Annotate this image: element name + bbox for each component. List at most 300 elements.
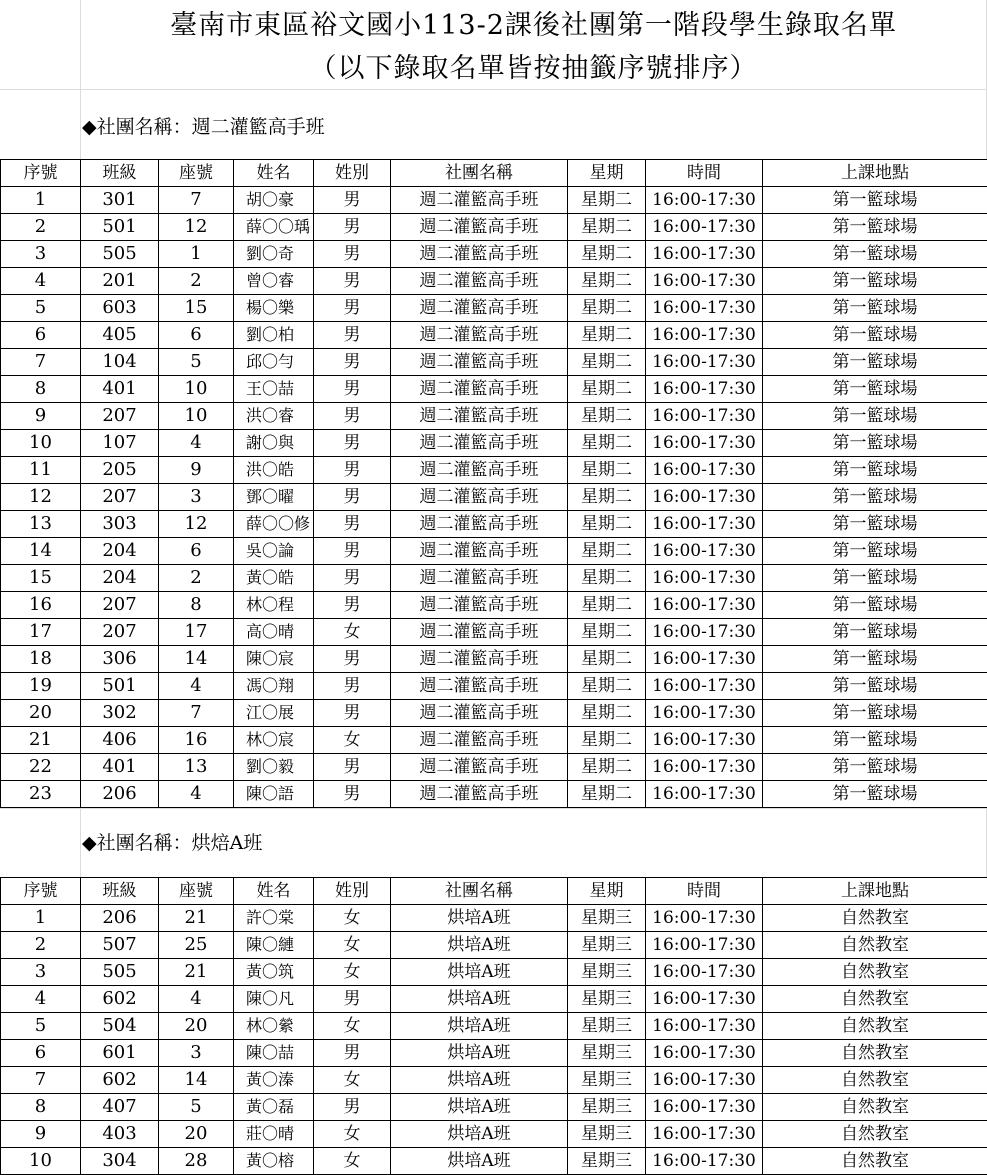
table-row — [1, 959, 987, 986]
cell-class: 602 — [81, 1067, 159, 1094]
cell-gender: 男 — [314, 241, 391, 268]
table-row — [1, 511, 987, 538]
cell-seq: 9 — [1, 1121, 81, 1148]
table-row — [1, 457, 987, 484]
cell-club: 烘培A班 — [391, 986, 568, 1013]
cell-location: 自然教室 — [763, 1121, 987, 1148]
cell-name: 劉〇奇 — [234, 241, 314, 268]
cell-class: 601 — [81, 1040, 159, 1067]
cell-time: 16:00-17:30 — [646, 592, 763, 619]
cell-club: 週二灌籃高手班 — [391, 511, 568, 538]
cell-seat: 4 — [159, 673, 234, 700]
cell-location: 第一籃球場 — [763, 781, 987, 808]
cell-seat: 12 — [159, 511, 234, 538]
cell-club: 週二灌籃高手班 — [391, 484, 568, 511]
cell-location: 第一籃球場 — [763, 700, 987, 727]
cell-seat: 14 — [159, 1067, 234, 1094]
cell-class: 207 — [81, 619, 159, 646]
column-header-seq: 序號 — [1, 160, 81, 187]
cell-location: 第一籃球場 — [763, 538, 987, 565]
cell-class: 301 — [81, 187, 159, 214]
cell-class: 207 — [81, 403, 159, 430]
cell-class: 205 — [81, 457, 159, 484]
cell-time: 16:00-17:30 — [646, 376, 763, 403]
cell-club: 週二灌籃高手班 — [391, 349, 568, 376]
cell-seq: 21 — [1, 727, 81, 754]
cell-seq: 10 — [1, 430, 81, 457]
column-header-gender: 姓別 — [314, 878, 391, 905]
cell-club: 烘培A班 — [391, 1094, 568, 1121]
cell-weekday: 星期二 — [568, 187, 646, 214]
cell-seq: 4 — [1, 986, 81, 1013]
cell-time: 16:00-17:30 — [646, 430, 763, 457]
table-row — [1, 781, 987, 808]
column-header-location: 上課地點 — [763, 160, 987, 187]
cell-time: 16:00-17:30 — [646, 781, 763, 808]
cell-location: 第一籃球場 — [763, 673, 987, 700]
cell-club: 週二灌籃高手班 — [391, 187, 568, 214]
cell-weekday: 星期二 — [568, 646, 646, 673]
cell-time: 16:00-17:30 — [646, 619, 763, 646]
cell-gender: 女 — [314, 1013, 391, 1040]
cell-location: 第一籃球場 — [763, 268, 987, 295]
cell-gender: 女 — [314, 959, 391, 986]
cell-class: 207 — [81, 484, 159, 511]
cell-class: 204 — [81, 565, 159, 592]
cell-seat: 10 — [159, 376, 234, 403]
cell-club: 週二灌籃高手班 — [391, 430, 568, 457]
cell-name: 黃〇筑 — [234, 959, 314, 986]
cell-gender: 男 — [314, 295, 391, 322]
cell-seq: 1 — [1, 187, 81, 214]
cell-location: 自然教室 — [763, 1148, 987, 1175]
column-header-weekday: 星期 — [568, 878, 646, 905]
cell-seat: 2 — [159, 565, 234, 592]
cell-name: 吳〇論 — [234, 538, 314, 565]
column-header-seq: 序號 — [1, 878, 81, 905]
cell-seq: 5 — [1, 295, 81, 322]
cell-weekday: 星期二 — [568, 214, 646, 241]
section-heading: ◆社團名稱：烘焙A班 — [82, 832, 263, 854]
header-row — [1, 160, 987, 187]
cell-seq: 3 — [1, 241, 81, 268]
cell-seq: 7 — [1, 1067, 81, 1094]
cell-seat: 6 — [159, 322, 234, 349]
cell-location: 第一籃球場 — [763, 592, 987, 619]
cell-name: 楊〇樂 — [234, 295, 314, 322]
table-row — [1, 1148, 987, 1175]
cell-club: 烘培A班 — [391, 932, 568, 959]
cell-club: 週二灌籃高手班 — [391, 457, 568, 484]
column-header-club: 社團名稱 — [391, 160, 568, 187]
cell-seq: 22 — [1, 754, 81, 781]
cell-name: 曾〇睿 — [234, 268, 314, 295]
table-row — [1, 754, 987, 781]
cell-location: 自然教室 — [763, 1040, 987, 1067]
cell-gender: 男 — [314, 349, 391, 376]
table-row — [1, 592, 987, 619]
cell-seat: 4 — [159, 781, 234, 808]
cell-club: 週二灌籃高手班 — [391, 538, 568, 565]
cell-class: 107 — [81, 430, 159, 457]
cell-weekday: 星期二 — [568, 727, 646, 754]
table-row — [1, 565, 987, 592]
cell-time: 16:00-17:30 — [646, 646, 763, 673]
cell-gender: 女 — [314, 932, 391, 959]
column-header-time: 時間 — [646, 160, 763, 187]
cell-seat: 4 — [159, 986, 234, 1013]
cell-seat: 5 — [159, 1094, 234, 1121]
cell-class: 206 — [81, 781, 159, 808]
cell-name: 劉〇柏 — [234, 322, 314, 349]
cell-club: 週二灌籃高手班 — [391, 268, 568, 295]
table-row — [1, 986, 987, 1013]
cell-class: 407 — [81, 1094, 159, 1121]
cell-seq: 14 — [1, 538, 81, 565]
column-header-class: 班級 — [81, 160, 159, 187]
cell-name: 洪〇皓 — [234, 457, 314, 484]
cell-location: 第一籃球場 — [763, 754, 987, 781]
cell-weekday: 星期三 — [568, 1067, 646, 1094]
cell-seat: 21 — [159, 905, 234, 932]
cell-time: 16:00-17:30 — [646, 457, 763, 484]
cell-name: 陳〇語 — [234, 781, 314, 808]
cell-name: 王〇喆 — [234, 376, 314, 403]
cell-seq: 10 — [1, 1148, 81, 1175]
cell-name: 胡〇豪 — [234, 187, 314, 214]
cell-location: 第一籃球場 — [763, 403, 987, 430]
cell-name: 江〇展 — [234, 700, 314, 727]
cell-weekday: 星期二 — [568, 484, 646, 511]
cell-class: 501 — [81, 673, 159, 700]
cell-seat: 10 — [159, 403, 234, 430]
cell-class: 401 — [81, 376, 159, 403]
cell-gender: 男 — [314, 1094, 391, 1121]
cell-weekday: 星期二 — [568, 538, 646, 565]
cell-time: 16:00-17:30 — [646, 1094, 763, 1121]
cell-weekday: 星期三 — [568, 932, 646, 959]
table-row — [1, 484, 987, 511]
cell-weekday: 星期二 — [568, 673, 646, 700]
cell-club: 週二灌籃高手班 — [391, 403, 568, 430]
cell-location: 自然教室 — [763, 1094, 987, 1121]
cell-seat: 12 — [159, 214, 234, 241]
cell-seq: 2 — [1, 932, 81, 959]
cell-seq: 3 — [1, 959, 81, 986]
table-row — [1, 1094, 987, 1121]
cell-class: 505 — [81, 241, 159, 268]
cell-name: 黃〇溱 — [234, 1067, 314, 1094]
cell-gender: 男 — [314, 403, 391, 430]
cell-weekday: 星期三 — [568, 1094, 646, 1121]
cell-class: 504 — [81, 1013, 159, 1040]
cell-gender: 男 — [314, 673, 391, 700]
table-row — [1, 187, 987, 214]
cell-club: 週二灌籃高手班 — [391, 565, 568, 592]
cell-seq: 8 — [1, 376, 81, 403]
cell-time: 16:00-17:30 — [646, 403, 763, 430]
cell-class: 206 — [81, 905, 159, 932]
cell-gender: 女 — [314, 727, 391, 754]
cell-time: 16:00-17:30 — [646, 484, 763, 511]
cell-weekday: 星期二 — [568, 457, 646, 484]
cell-club: 烘培A班 — [391, 1040, 568, 1067]
cell-class: 507 — [81, 932, 159, 959]
cell-weekday: 星期二 — [568, 592, 646, 619]
cell-name: 許〇棠 — [234, 905, 314, 932]
cell-club: 週二灌籃高手班 — [391, 214, 568, 241]
cell-time: 16:00-17:30 — [646, 727, 763, 754]
table-row — [1, 349, 987, 376]
cell-gender: 男 — [314, 187, 391, 214]
cell-class: 201 — [81, 268, 159, 295]
cell-gender: 男 — [314, 754, 391, 781]
cell-location: 第一籃球場 — [763, 727, 987, 754]
cell-seat: 20 — [159, 1013, 234, 1040]
column-header-time: 時間 — [646, 878, 763, 905]
cell-name: 高〇晴 — [234, 619, 314, 646]
cell-gender: 男 — [314, 268, 391, 295]
cell-gender: 男 — [314, 592, 391, 619]
cell-seat: 13 — [159, 754, 234, 781]
cell-club: 週二灌籃高手班 — [391, 322, 568, 349]
cell-location: 自然教室 — [763, 932, 987, 959]
cell-weekday: 星期三 — [568, 1013, 646, 1040]
table-row — [1, 700, 987, 727]
cell-time: 16:00-17:30 — [646, 1013, 763, 1040]
cell-class: 104 — [81, 349, 159, 376]
cell-weekday: 星期三 — [568, 1148, 646, 1175]
cell-seat: 4 — [159, 430, 234, 457]
cell-class: 306 — [81, 646, 159, 673]
cell-gender: 男 — [314, 781, 391, 808]
cell-seat: 14 — [159, 646, 234, 673]
cell-name: 鄧〇曜 — [234, 484, 314, 511]
page-title: 臺南市東區裕文國小113-2課後社團第一階段學生錄取名單 — [170, 10, 897, 41]
cell-weekday: 星期二 — [568, 241, 646, 268]
cell-seat: 2 — [159, 268, 234, 295]
cell-gender: 男 — [314, 538, 391, 565]
cell-weekday: 星期二 — [568, 565, 646, 592]
cell-location: 第一籃球場 — [763, 214, 987, 241]
cell-weekday: 星期三 — [568, 959, 646, 986]
cell-seat: 21 — [159, 959, 234, 986]
cell-weekday: 星期二 — [568, 754, 646, 781]
table-row — [1, 727, 987, 754]
cell-name: 薛〇〇修 — [234, 511, 314, 538]
cell-seq: 20 — [1, 700, 81, 727]
table-row — [1, 1121, 987, 1148]
table-row — [1, 673, 987, 700]
cell-gender: 男 — [314, 430, 391, 457]
cell-seat: 15 — [159, 295, 234, 322]
cell-club: 烘培A班 — [391, 1148, 568, 1175]
cell-seq: 6 — [1, 322, 81, 349]
cell-weekday: 星期三 — [568, 986, 646, 1013]
column-header-seat: 座號 — [159, 160, 234, 187]
cell-seat: 3 — [159, 1040, 234, 1067]
cell-seq: 8 — [1, 1094, 81, 1121]
cell-seat: 17 — [159, 619, 234, 646]
cell-seat: 1 — [159, 241, 234, 268]
cell-club: 週二灌籃高手班 — [391, 646, 568, 673]
cell-time: 16:00-17:30 — [646, 565, 763, 592]
table-row — [1, 241, 987, 268]
cell-club: 週二灌籃高手班 — [391, 241, 568, 268]
cell-name: 林〇縈 — [234, 1013, 314, 1040]
table-row — [1, 376, 987, 403]
cell-time: 16:00-17:30 — [646, 932, 763, 959]
cell-location: 第一籃球場 — [763, 430, 987, 457]
roster-table — [0, 159, 987, 808]
cell-name: 洪〇睿 — [234, 403, 314, 430]
cell-time: 16:00-17:30 — [646, 673, 763, 700]
cell-time: 16:00-17:30 — [646, 1040, 763, 1067]
table-row — [1, 619, 987, 646]
cell-gender: 男 — [314, 646, 391, 673]
cell-weekday: 星期三 — [568, 1121, 646, 1148]
cell-weekday: 星期二 — [568, 700, 646, 727]
cell-class: 501 — [81, 214, 159, 241]
table-row — [1, 905, 987, 932]
cell-location: 自然教室 — [763, 986, 987, 1013]
cell-seat: 3 — [159, 484, 234, 511]
cell-seq: 7 — [1, 349, 81, 376]
cell-seat: 25 — [159, 932, 234, 959]
cell-seq: 13 — [1, 511, 81, 538]
cell-weekday: 星期二 — [568, 430, 646, 457]
cell-seq: 9 — [1, 403, 81, 430]
cell-time: 16:00-17:30 — [646, 241, 763, 268]
cell-gender: 女 — [314, 905, 391, 932]
cell-weekday: 星期二 — [568, 403, 646, 430]
table-row — [1, 403, 987, 430]
cell-name: 莊〇晴 — [234, 1121, 314, 1148]
cell-seq: 11 — [1, 457, 81, 484]
cell-club: 烘培A班 — [391, 959, 568, 986]
cell-club: 烘培A班 — [391, 1121, 568, 1148]
cell-location: 第一籃球場 — [763, 295, 987, 322]
cell-time: 16:00-17:30 — [646, 538, 763, 565]
cell-location: 自然教室 — [763, 1067, 987, 1094]
cell-gender: 男 — [314, 511, 391, 538]
cell-seq: 16 — [1, 592, 81, 619]
cell-location: 第一籃球場 — [763, 511, 987, 538]
cell-seq: 18 — [1, 646, 81, 673]
column-header-name: 姓名 — [234, 160, 314, 187]
cell-name: 薛〇〇瑀 — [234, 214, 314, 241]
cell-class: 505 — [81, 959, 159, 986]
cell-club: 週二灌籃高手班 — [391, 673, 568, 700]
cell-gender: 女 — [314, 1067, 391, 1094]
column-header-club: 社團名稱 — [391, 878, 568, 905]
cell-name: 林〇宸 — [234, 727, 314, 754]
cell-club: 週二灌籃高手班 — [391, 754, 568, 781]
cell-seq: 1 — [1, 905, 81, 932]
cell-gender: 男 — [314, 376, 391, 403]
cell-location: 第一籃球場 — [763, 646, 987, 673]
cell-seat: 16 — [159, 727, 234, 754]
column-header-gender: 姓別 — [314, 160, 391, 187]
cell-time: 16:00-17:30 — [646, 700, 763, 727]
cell-gender: 女 — [314, 1121, 391, 1148]
table-row — [1, 646, 987, 673]
cell-time: 16:00-17:30 — [646, 959, 763, 986]
cell-class: 403 — [81, 1121, 159, 1148]
section-heading: ◆社團名稱：週二灌籃高手班 — [82, 116, 325, 138]
cell-gender: 女 — [314, 1148, 391, 1175]
roster-table — [0, 877, 987, 1175]
cell-gender: 女 — [314, 619, 391, 646]
cell-time: 16:00-17:30 — [646, 349, 763, 376]
table-row — [1, 295, 987, 322]
cell-time: 16:00-17:30 — [646, 187, 763, 214]
cell-weekday: 星期二 — [568, 619, 646, 646]
cell-seq: 4 — [1, 268, 81, 295]
cell-weekday: 星期二 — [568, 295, 646, 322]
cell-seq: 6 — [1, 1040, 81, 1067]
column-header-class: 班級 — [81, 878, 159, 905]
cell-seat: 9 — [159, 457, 234, 484]
cell-time: 16:00-17:30 — [646, 322, 763, 349]
cell-class: 603 — [81, 295, 159, 322]
cell-class: 207 — [81, 592, 159, 619]
table-row — [1, 430, 987, 457]
cell-location: 自然教室 — [763, 905, 987, 932]
cell-seat: 8 — [159, 592, 234, 619]
cell-location: 自然教室 — [763, 1013, 987, 1040]
cell-seq: 23 — [1, 781, 81, 808]
header-row — [1, 878, 987, 905]
cell-location: 第一籃球場 — [763, 349, 987, 376]
cell-weekday: 星期二 — [568, 511, 646, 538]
cell-seat: 28 — [159, 1148, 234, 1175]
cell-time: 16:00-17:30 — [646, 214, 763, 241]
column-header-weekday: 星期 — [568, 160, 646, 187]
cell-gender: 男 — [314, 322, 391, 349]
cell-seat: 5 — [159, 349, 234, 376]
table-row — [1, 214, 987, 241]
cell-location: 第一籃球場 — [763, 241, 987, 268]
cell-seq: 17 — [1, 619, 81, 646]
cell-class: 405 — [81, 322, 159, 349]
cell-name: 林〇程 — [234, 592, 314, 619]
cell-time: 16:00-17:30 — [646, 986, 763, 1013]
cell-class: 602 — [81, 986, 159, 1013]
cell-time: 16:00-17:30 — [646, 511, 763, 538]
cell-name: 黃〇磊 — [234, 1094, 314, 1121]
cell-location: 第一籃球場 — [763, 187, 987, 214]
cell-seat: 20 — [159, 1121, 234, 1148]
cell-class: 303 — [81, 511, 159, 538]
cell-location: 第一籃球場 — [763, 376, 987, 403]
cell-time: 16:00-17:30 — [646, 1148, 763, 1175]
column-header-name: 姓名 — [234, 878, 314, 905]
column-header-location: 上課地點 — [763, 878, 987, 905]
cell-class: 302 — [81, 700, 159, 727]
cell-weekday: 星期三 — [568, 1040, 646, 1067]
cell-time: 16:00-17:30 — [646, 1067, 763, 1094]
cell-gender: 男 — [314, 484, 391, 511]
cell-weekday: 星期二 — [568, 349, 646, 376]
cell-seq: 15 — [1, 565, 81, 592]
cell-name: 陳〇縺 — [234, 932, 314, 959]
cell-club: 烘培A班 — [391, 1013, 568, 1040]
cell-location: 第一籃球場 — [763, 322, 987, 349]
cell-time: 16:00-17:30 — [646, 295, 763, 322]
cell-seq: 19 — [1, 673, 81, 700]
cell-club: 週二灌籃高手班 — [391, 619, 568, 646]
